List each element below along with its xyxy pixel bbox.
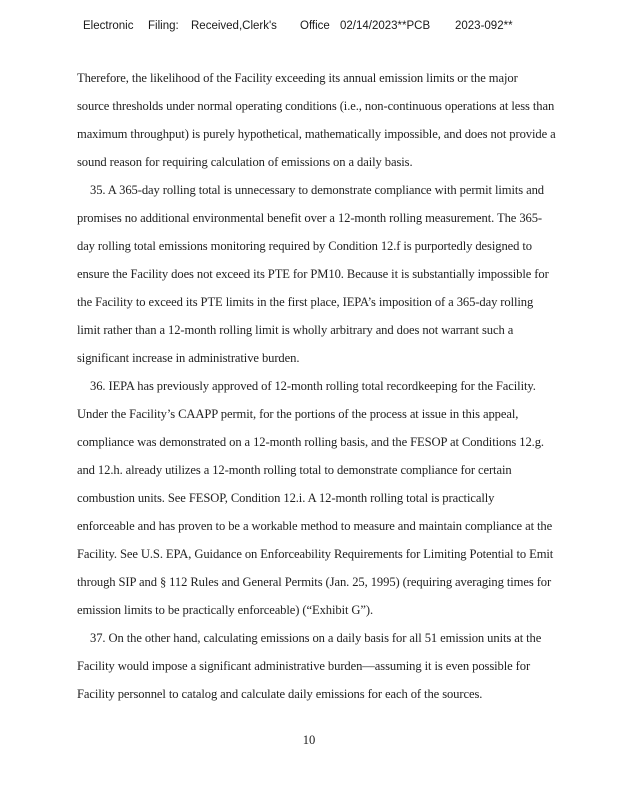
paragraph-line: Facility. See U.S. EPA, Guidance on Enforceability Requirements for Limiting Potential to Emit: [77, 547, 554, 561]
paragraph-line: ensure the Facility does not exceed its PTE for PM10. Because it is substantially impossible for: [77, 267, 549, 281]
header-received: Received,Clerk's: [191, 20, 277, 32]
header-filing: Filing:: [148, 20, 179, 32]
paragraph-line: Therefore, the likelihood of the Facility exceeding its annual emission limits or the major: [77, 71, 518, 85]
paragraph-line: maximum throughput) is purely hypothetical, mathematically impossible, and does not provide a: [77, 127, 556, 141]
header-date: 02/14/2023**PCB: [340, 20, 431, 32]
paragraph-line: promises no additional environmental benefit over a 12-month rolling measurement. The 365-: [77, 211, 543, 225]
paragraph-line: Facility would impose a significant administrative burden—assuming it is even possible for: [77, 659, 531, 673]
paragraph-line: combustion units. See FESOP, Condition 12.i. A 12-month rolling total is practically: [77, 491, 495, 505]
header-office: Office: [300, 20, 330, 32]
page-number: 10: [302, 733, 316, 747]
paragraph-line: 35. A 365-day rolling total is unnecessary to demonstrate compliance with permit limits and: [90, 183, 544, 197]
paragraph-line: day rolling total emissions monitoring required by Condition 12.f is purportedly designed to: [77, 239, 532, 253]
paragraph-line: compliance was demonstrated on a 12-month rolling basis, and the FESOP at Conditions 12.g.: [77, 435, 544, 449]
paragraph-line: the Facility to exceed its PTE limits in the first place, IEPA’s imposition of a 365-day rolling: [77, 295, 534, 309]
paragraph-line: sound reason for requiring calculation of emissions on a daily basis.: [77, 155, 413, 169]
paragraph-line: Under the Facility’s CAAPP permit, for the portions of the process at issue in this appeal,: [77, 407, 519, 421]
paragraph-line: limit rather than a 12-month rolling limit is wholly arbitrary and does not warrant such a: [77, 323, 514, 337]
paragraph-line: enforceable and has proven to be a workable method to measure and maintain compliance at the: [77, 519, 553, 533]
paragraph-line: emission limits to be practically enforceable) (“Exhibit G”).: [77, 603, 374, 617]
paragraph-line: Facility personnel to catalog and calculate daily emissions for each of the sources.: [77, 687, 483, 701]
paragraph-line: 37. On the other hand, calculating emissions on a daily basis for all 51 emission units at the: [90, 631, 542, 645]
header-docket: 2023-092**: [455, 20, 513, 32]
header-electronic: Electronic: [83, 20, 134, 32]
filing-header: [83, 20, 603, 38]
paragraph-line: significant increase in administrative burden.: [77, 351, 300, 365]
paragraph-line: through SIP and § 112 Rules and General Permits (Jan. 25, 1995) (requiring averaging times for: [77, 575, 552, 589]
paragraph-line: 36. IEPA has previously approved of 12-month rolling total recordkeeping for the Facility.: [90, 379, 536, 393]
paragraph-line: and 12.h. already utilizes a 12-month rolling total to demonstrate compliance for certain: [77, 463, 512, 477]
paragraph-line: source thresholds under normal operating conditions (i.e., non-continuous operations at less than: [77, 99, 555, 113]
